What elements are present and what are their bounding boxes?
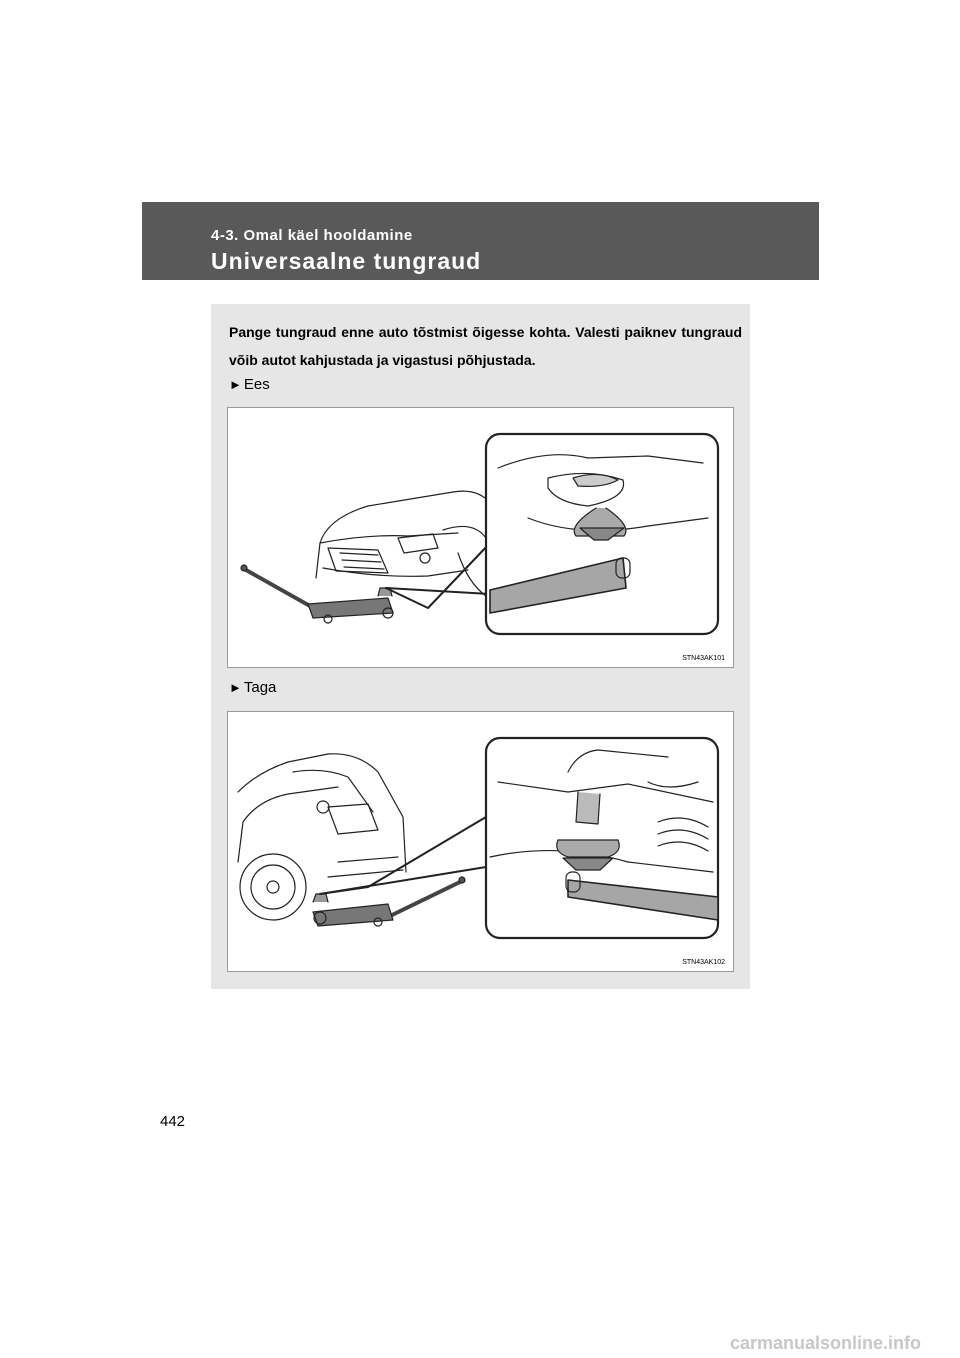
subheading-rear — [229, 679, 276, 696]
page-number: 442 — [160, 1113, 186, 1130]
intro-text: Pange tungraud enne auto tõstmist õigesse kohta. Valesti paiknev tungraud võib autot kahjustada ja vigastusi põhjustada. — [229, 324, 742, 368]
figure-code: STN43AK101 — [682, 655, 725, 662]
figure-code: STN43AK102 — [682, 959, 725, 966]
front-jack-illustration — [228, 408, 733, 667]
subheading-front — [229, 376, 270, 393]
watermark[interactable]: carmanualsonline.info — [730, 1333, 922, 1353]
rear-jack-figure — [227, 711, 734, 972]
section-label: 4-3. Omal käel hooldamine — [211, 227, 413, 244]
front-jack-figure — [227, 407, 734, 668]
arrow-right-icon: ► — [229, 680, 242, 695]
header-band — [142, 202, 819, 280]
subheading-front-label: Ees — [243, 376, 270, 393]
arrow-right-icon: ► — [229, 377, 242, 392]
rear-jack-illustration — [228, 712, 733, 971]
page-title: Universaalne tungraud — [211, 248, 482, 274]
info-box — [211, 304, 750, 989]
subheading-rear-label: Taga — [243, 679, 277, 696]
